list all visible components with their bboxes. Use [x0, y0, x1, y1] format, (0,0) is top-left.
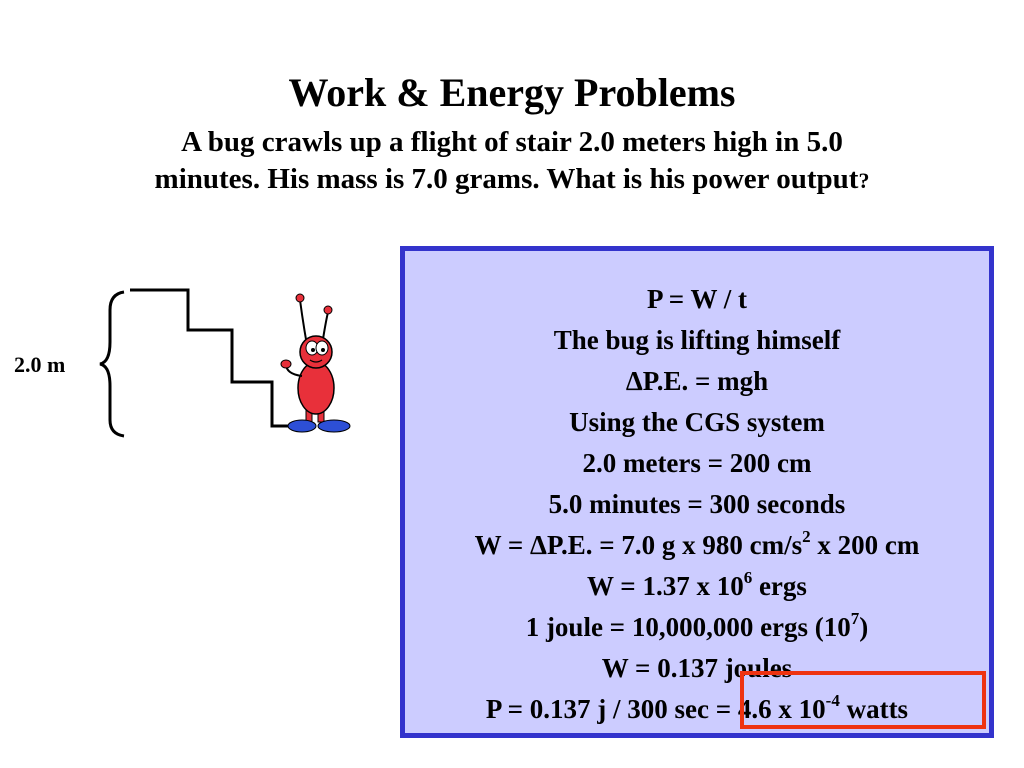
solution-text: W =: [474, 530, 531, 560]
red-bug-cartoon: [281, 294, 350, 432]
solution-text: watts: [839, 694, 909, 724]
delta-symbol: Δ: [530, 530, 547, 560]
solution-box: [400, 246, 994, 738]
solution-text: P.E. = 7.0 g x 980 cm/s: [546, 530, 803, 560]
question-mark: ?: [858, 168, 870, 193]
superscript: 6: [743, 568, 753, 587]
solution-line: [405, 525, 989, 566]
solution-line: [405, 607, 989, 648]
solution-text: 1 joule = 10,000,000 ergs (10: [525, 612, 851, 642]
solution-text: P.E. = mgh: [642, 366, 769, 396]
staircase-drawing: [130, 290, 300, 426]
solution-line: 2.0 meters = 200 cm: [582, 448, 812, 478]
delta-symbol: Δ: [625, 366, 643, 396]
solution-text: W = 1.37 x 10: [587, 571, 744, 601]
solution-line: P = W / t: [647, 284, 747, 314]
solution-line: [405, 361, 989, 402]
problem-line-2-text: minutes. His mass is 7.0 grams. What is his power output: [154, 163, 859, 195]
solution-line: W = 0.137 joules: [601, 653, 793, 683]
bug-shoe-right: [318, 420, 350, 432]
solution-line: The bug is lifting himself: [553, 325, 841, 355]
problem-line-2: [60, 161, 964, 199]
superscript: -4: [825, 691, 840, 710]
height-label: 2.0 m: [14, 352, 66, 377]
slide-title: Work & Energy Problems: [288, 70, 736, 115]
solution-text: ): [859, 612, 869, 642]
superscript: 7: [850, 609, 860, 628]
bug-shoe-left: [288, 420, 316, 432]
solution-text: x 200 cm: [810, 530, 920, 560]
problem-line-1: A bug crawls up a flight of stair 2.0 meters high in 5.0: [181, 126, 843, 158]
stair-diagram: [0, 280, 380, 450]
answer-highlight-box: [740, 671, 986, 729]
problem-statement: [60, 124, 964, 199]
solution-steps: [405, 251, 989, 730]
superscript: 2: [802, 527, 811, 546]
solution-text: ergs: [752, 571, 807, 601]
solution-text: P = 0.137 j / 300 sec = 4.6 x 10: [485, 694, 826, 724]
solution-line: [405, 566, 989, 607]
curly-brace: [100, 292, 124, 436]
solution-line: Using the CGS system: [569, 407, 825, 437]
solution-line: 5.0 minutes = 300 seconds: [548, 489, 846, 519]
